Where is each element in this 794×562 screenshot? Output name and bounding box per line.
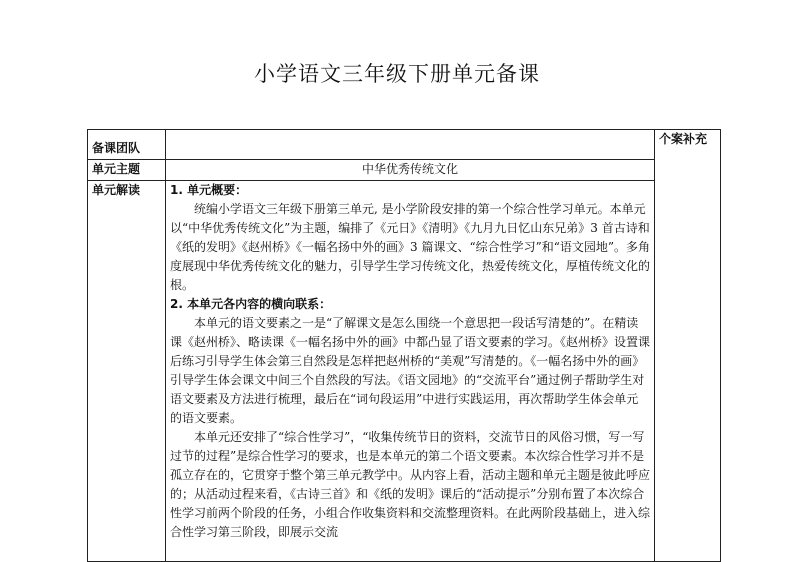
theme-value: 中华优秀传统文化 [166,160,655,181]
team-label: 备课团队 [88,130,166,160]
section2-paragraph-1: 本单元的语文要素之一是“了解课文是怎么围绕一个意思把一段话写清楚的”。在精读课《赵州桥》、略读课《一幅名扬中外的画》中都凸显了语文要素的学习。《赵州桥》设置课后练习引导学生体会第三自然段是怎样把赵州桥的“美观”写清楚的。《一幅名扬中外的画》引导学生体会课文中间三个自然段的写法。《语文园地》的“交流平台”通过例子帮助学生对语文要素及方法进行梳理，最后在“词句段运用”中进行实践运用，再次帮助学生体会单元的语文要素。 [170,316,650,425]
team-row [88,130,721,160]
section2-title: 2. 本单元各内容的横向联系： [170,297,332,311]
analysis-row [88,181,721,562]
page-title: 小学语文三年级下册单元备课 [254,62,540,86]
analysis-content-cell [166,181,655,562]
theme-label: 单元主题 [88,160,166,181]
analysis-label: 单元解读 [88,181,166,562]
team-value-cell[interactable] [166,130,655,160]
section2-paragraph-2: 本单元还安排了“综合性学习”，“收集传统节日的资料，交流节日的风俗习惯，写一写过节的过程”是综合性学习的要求，也是本单元的第二个语文要素。本次综合性学习并不是孤立存在的，它贯穿于整个第三单元教学中。从内容上看，活动主题和单元主题是彼此呼应的；从活动过程来看，《古诗三首》和《纸的发明》课后的“活动提示”分别布置了本次综合性学习前两个阶段的任务，小组合作收集资料和交流整理资料。在此两阶段基础上，进入综合性学习第三阶段，即展示交流 [170,430,650,539]
supplement-column [655,130,721,562]
section1-title: 1. 单元概要： [170,183,248,197]
supplement-label: 个案补充 [659,132,708,146]
section1-text: 统编小学语文三年级下册第三单元, 是小学阶段安排的第一个综合性学习单元。本单元以“中华优秀传统文化”为主题，编排了《元日》《清明》《九月九日忆山东兄弟》3 首古诗和《纸的发明》《赵州桥》《一幅名扬中外的画》3 篇课文、“综合性学习”和“语文园地”。多角度展现中华优秀传统文化的魅力，引导学生学习传统文化，热爱传统文化，厚植传统文化的根。 [170,202,650,292]
theme-row [88,160,721,181]
lesson-plan-table [87,129,721,562]
